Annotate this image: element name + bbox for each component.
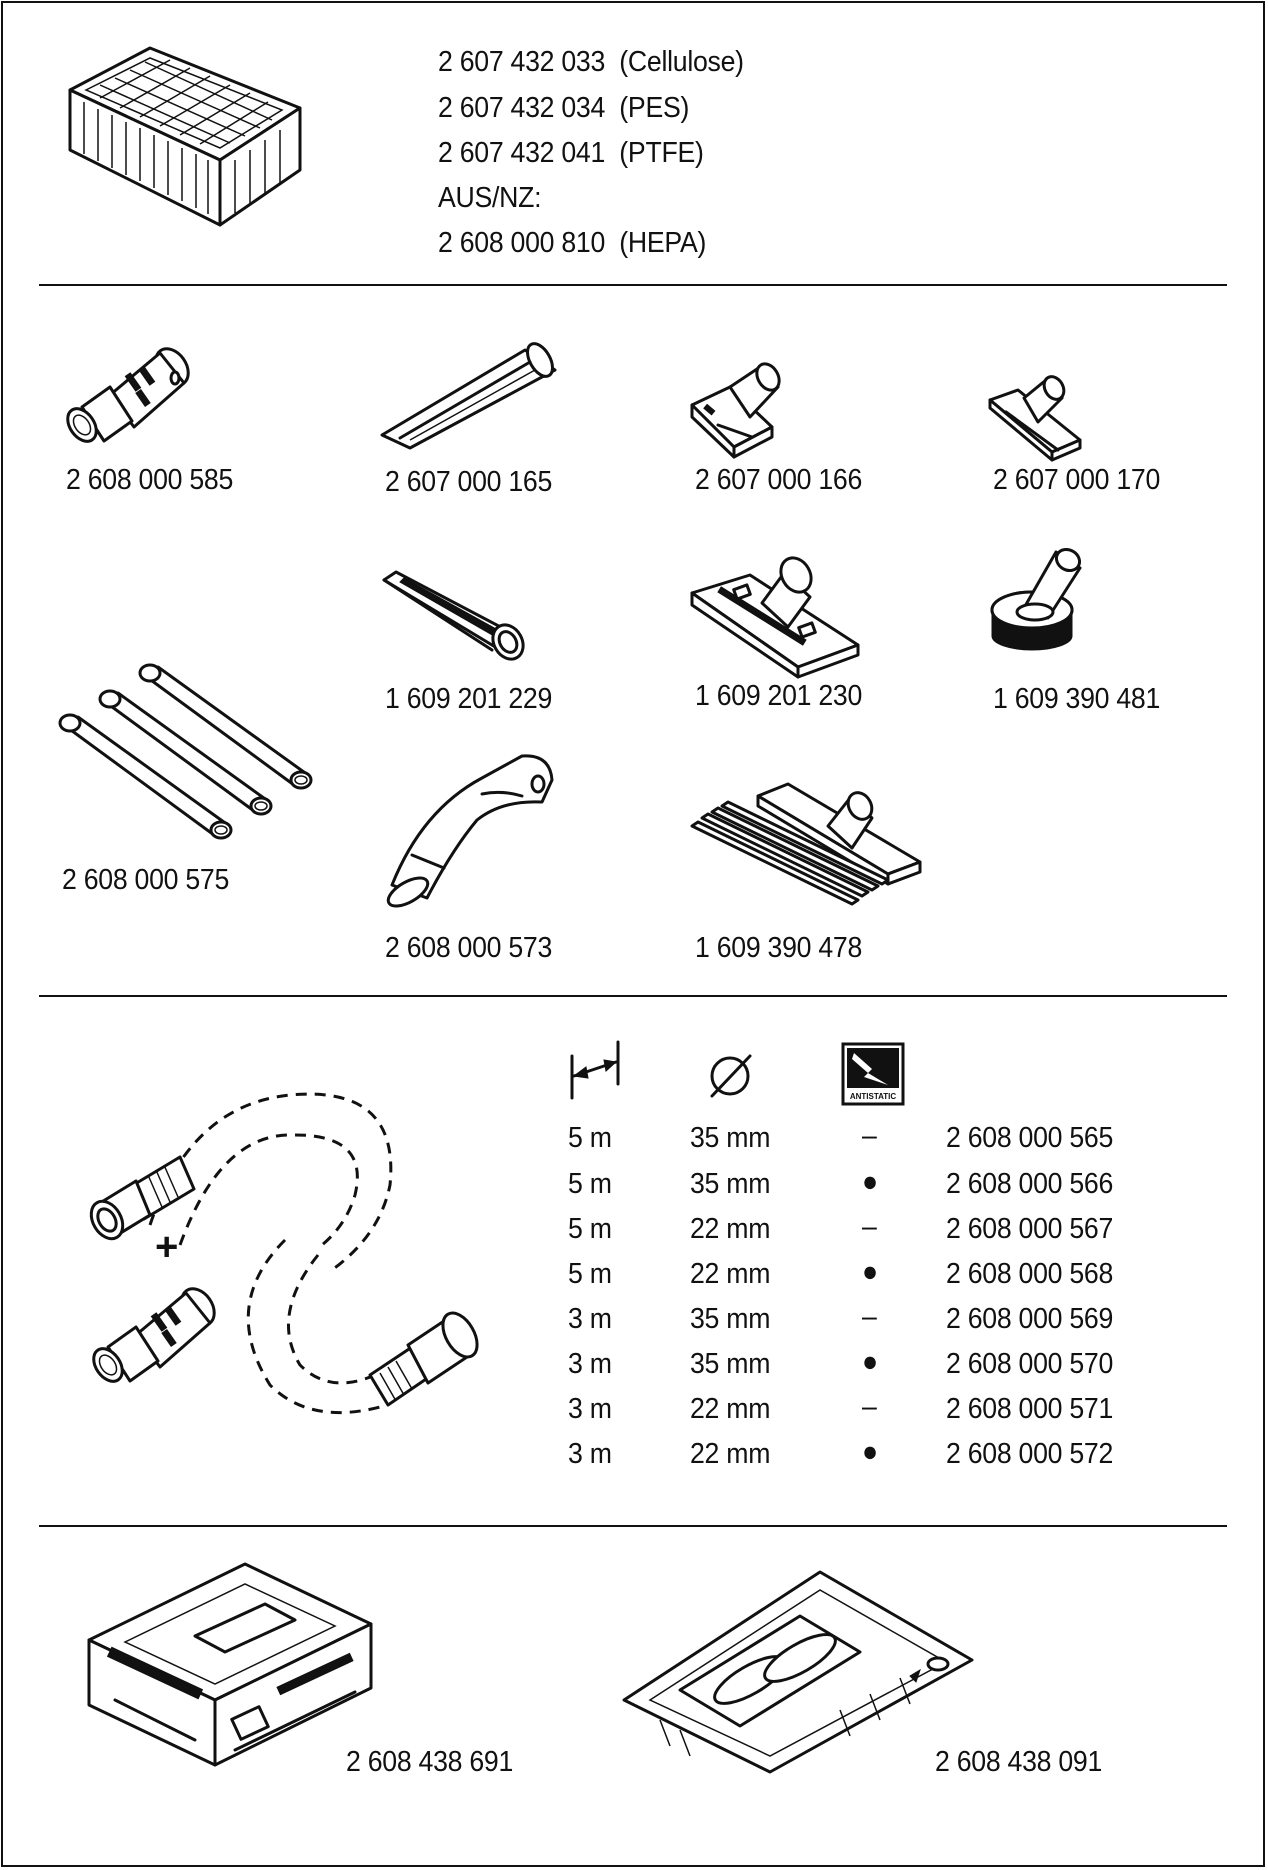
hose-part-number: 2 608 000 567 [946,1213,1114,1245]
upholstery-nozzle-small-illustration [690,365,800,455]
hose-length: 3 m [568,1438,612,1470]
extension-tubes-illustration [58,665,318,840]
carrying-case-illustration [85,1560,375,1770]
hose-part-number: 2 608 000 568 [946,1258,1114,1290]
hose-length: 5 m [568,1168,612,1200]
hose-part-number: 2 608 000 566 [946,1168,1114,1200]
hose-diameter: 22 mm [690,1258,771,1290]
part-number-upholstery-nozzle-a: 2 607 000 166 [695,464,863,496]
hose-diameter: 22 mm [690,1213,771,1245]
round-brush-illustration [990,548,1090,658]
filter-type: (Cellulose) [619,46,744,78]
filter-region-label [438,184,541,213]
hose-part-number: 2 608 000 572 [946,1438,1114,1470]
filter-line-2 [438,94,689,123]
antistatic-icon-label: ANTISTATIC [849,1092,897,1101]
hose-antistatic: – [862,1211,877,1243]
hose-length: 5 m [568,1122,612,1154]
hose-antistatic: ● [862,1166,878,1198]
hose-diameter: 35 mm [690,1122,771,1154]
part-number-case: 2 608 438 691 [346,1746,514,1778]
wet-floor-nozzle-illustration [688,770,928,910]
hose-length: 3 m [568,1348,612,1380]
suction-hose-illustration [70,1045,500,1455]
length-icon [568,1040,624,1100]
hose-length: 5 m [568,1258,612,1290]
hose-antistatic: ● [862,1256,878,1288]
pleated-filter-illustration [60,40,310,230]
filter-code: 2 607 432 033 [438,46,606,78]
hose-antistatic: – [862,1301,877,1333]
hose-antistatic: – [862,1391,877,1423]
plus-sign: + [155,1225,179,1269]
part-number-insert: 2 608 438 091 [935,1746,1103,1778]
part-number-floor-nozzle: 1 609 201 230 [695,680,863,712]
filter-type: (HEPA) [619,227,707,259]
filter-line-5 [438,229,706,258]
diameter-icon [706,1052,756,1100]
part-number-elbow: 2 608 000 573 [385,932,553,964]
hose-antistatic: ● [862,1346,878,1378]
filter-type: (PTFE) [619,137,704,169]
part-number-extension-tubes: 2 608 000 575 [62,864,230,896]
floor-nozzle-illustration [690,555,860,675]
hose-part-number: 2 608 000 570 [946,1348,1114,1380]
slot-nozzle-illustration [382,570,527,670]
hose-antistatic: ● [862,1436,878,1468]
part-number-wet-floor-nozzle: 1 609 390 478 [695,932,863,964]
elbow-handle-illustration [382,750,557,905]
hose-length: 3 m [568,1393,612,1425]
hose-adapter-illustration [60,345,195,445]
hose-diameter: 35 mm [690,1303,771,1335]
filter-code: 2 607 432 034 [438,92,606,124]
hose-part-number: 2 608 000 569 [946,1303,1114,1335]
hose-length: 3 m [568,1303,612,1335]
upholstery-nozzle-wide-illustration [988,378,1088,458]
crevice-nozzle-illustration [380,340,560,450]
part-number-round-brush: 1 609 390 481 [993,683,1161,715]
hose-part-number: 2 608 000 565 [946,1122,1114,1154]
hose-diameter: 35 mm [690,1168,771,1200]
section-divider [39,284,1227,286]
filter-type: (PES) [619,92,690,124]
case-insert-illustration [620,1560,975,1775]
hose-length: 5 m [568,1213,612,1245]
part-number-slot-nozzle: 1 609 201 229 [385,683,553,715]
hose-part-number: 2 608 000 571 [946,1393,1114,1425]
section-divider [39,995,1227,997]
hose-diameter: 35 mm [690,1348,771,1380]
region-label: AUS/NZ: [438,182,542,214]
hose-antistatic: – [862,1120,877,1152]
filter-line-1 [438,48,744,77]
antistatic-icon [842,1043,904,1105]
filter-line-3 [438,139,704,168]
filter-code: 2 607 432 041 [438,137,606,169]
section-divider [39,1525,1227,1527]
part-number-adapter: 2 608 000 585 [66,464,234,496]
part-number-upholstery-nozzle-b: 2 607 000 170 [993,464,1161,496]
hose-diameter: 22 mm [690,1393,771,1425]
hose-diameter: 22 mm [690,1438,771,1470]
part-number-crevice-nozzle: 2 607 000 165 [385,466,553,498]
filter-code: 2 608 000 810 [438,227,606,259]
